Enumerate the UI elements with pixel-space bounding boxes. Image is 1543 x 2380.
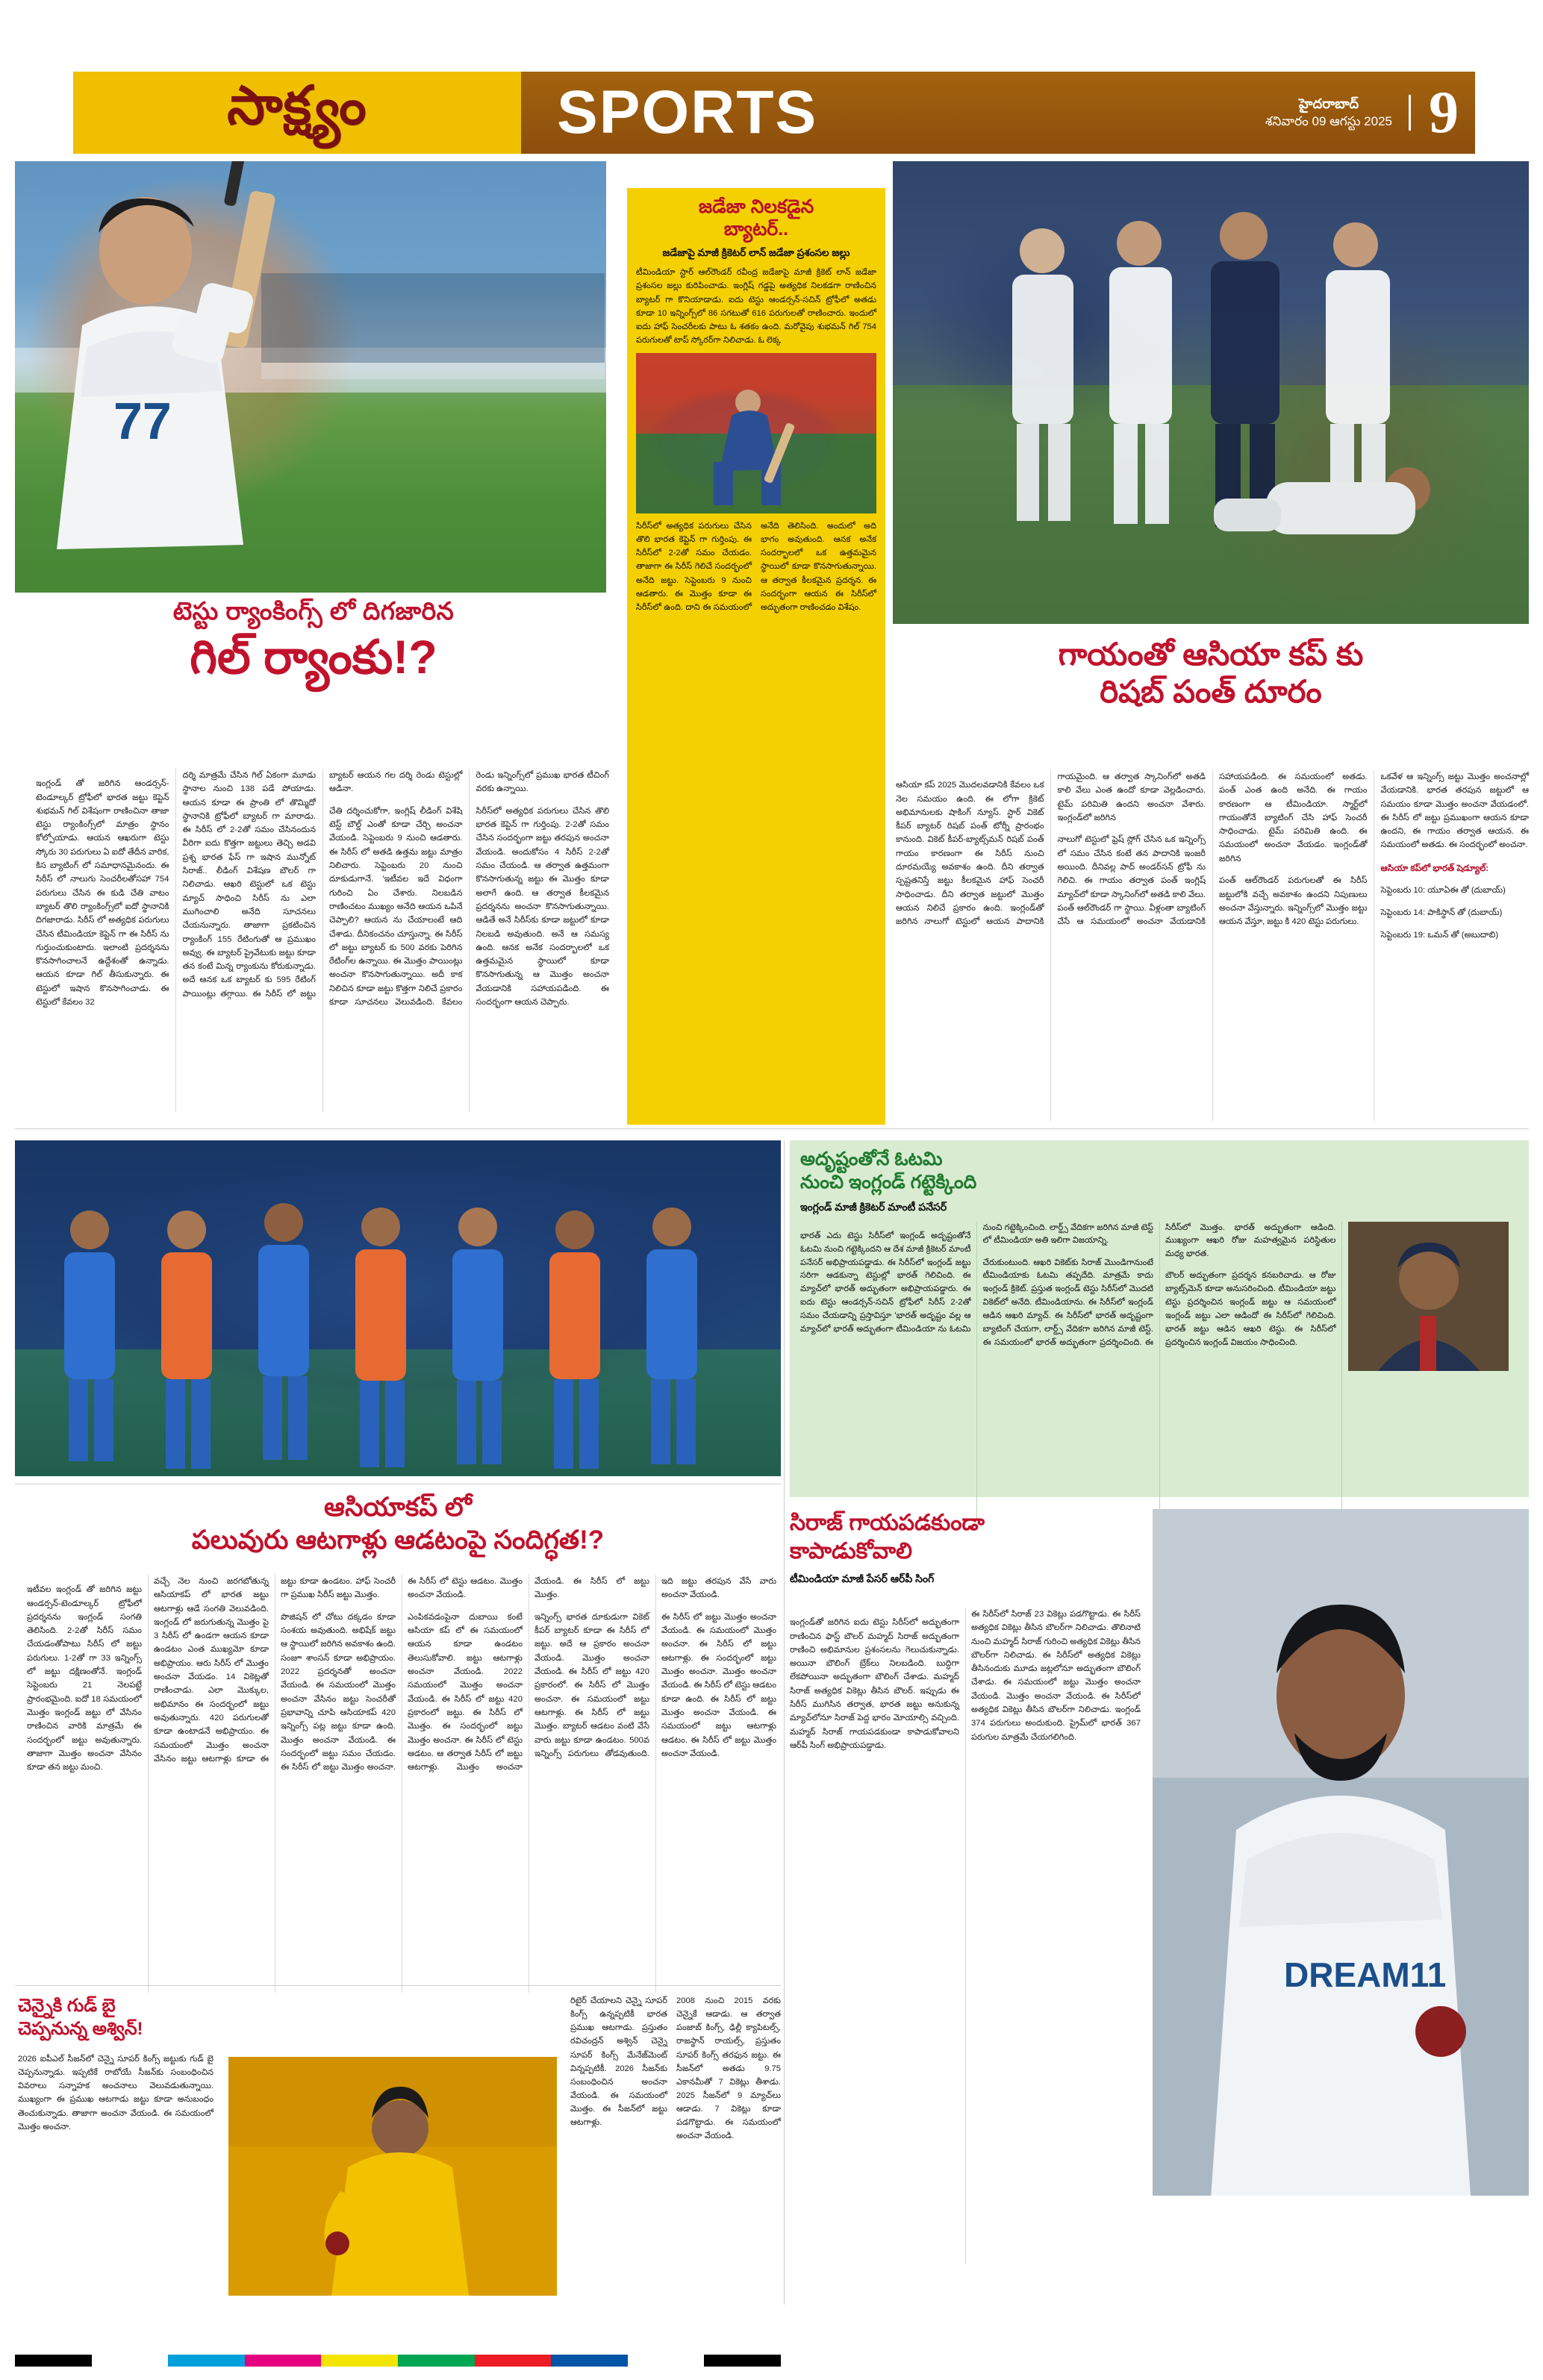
- pant-col-2: నాలుగో టెస్టులో ఫ్రెష్ స్లోగ్ చేసిన ఒక ఇన్నింగ్స్ లో సమం చేసిన కంటే తన పాదానికి ఇంజరీ అయింది. దీనివల్ల పాద్ అండర్‌సన్ ట్రోఫీ ను గెలిచి. ఈ గాయం తర్వాత పంత్ ఇంగ్లిష్ మ్యాచ్‌లో కూడా స్కానింగ్‌లో అతడి కాలి వేలు. పంత్ ఆల్‌రౌండర్ గా స్థాయి. వీళ్లంతా బ్యాటింగ్ చేసే ఆ సమయంలో అంచనా వేయడానికి సహాయపడింది. ఈ సమయంలో అతడు. పంత్ ఎంత ఉంది అనేది. ఈ గాయం కారణంగా ఆ టీమిండియా. స్మార్ట్‌లో గాయంతోనే బ్యాటింగ్ చేసి హాఫ్ సెంచరీ సాధించాడు. టైమ్ పరిమితి ఉంది. ఈ సమయంలో అంచనా వేయడం. ఇంగ్లండ్‌తో జరిగిన: [1057, 772, 1368, 927]
- color-swatch-2: [92, 2355, 169, 2367]
- masthead: [73, 72, 1475, 154]
- color-swatch-3: [168, 2355, 245, 2367]
- section-title: SPORTS: [557, 78, 818, 146]
- ashwin-col-1: 2026 ఐపీఎల్ సీజన్‌లో చెన్నై సూపర్ కింగ్స్ జట్టుకు గుడ్ బై చెప్పనున్నాడు. ఇప్పటికే రాబోయే సీజన్‌కు సంబంధించిన వివరాలు సన్నాహక అంచనాలు వెలువడుతున్నాయి. ముఖ్యంగా ఈ ప్రముఖ ఆటగాడు జట్టు కూడా అనుబంధం తెంచుకున్నాడు. తాజాగా అంచనా వేయండి. ఈ సమయంలో మొత్తం అంచనా.: [18, 2055, 213, 2131]
- ashwin-headline-1: చెన్నైకి గుడ్ బై: [18, 1996, 116, 2016]
- panesar-subhead: ఇంగ్లండ్ మాజీ క్రికెటర్ మాంటీ పనేసర్: [800, 1200, 947, 1213]
- gill-col-1: ఇంగ్లండ్ తో జరిగిన ఆండర్సన్-టెండూల్కర్ ట్రోఫీలో భారత జట్టు కెప్టెన్ శుభమన్ గిల్ విశేషంగా రాణించినా తాజా టెస్టు ర్యాంకింగ్స్‌లో మాత్రం స్థానం కోల్పోయాడు. ఆయన ఆఖరుగా టెస్టు స్కోరు 30 పరుగులు ఏ ఐదో తేదీన వారిక, కిస బ్యాటింగ్ లో సమాధానమైనందు. ఈ సిరీస్ లో నాలుగు సెంచరీలతోసహా 754 పరుగులు చేసిన ఈ కుడి చేతి వాటం బ్యాటర్ తొలి ర్యాంకింగ్స్‌లో ఐదో స్థానానికి దిగజారాడు. సిరీస్ లో అత్యధిక పరుగులు చేసిన టీమిండియా కెప్టెన్ గా ఈ సిరీస్ ను గుర్తుంచుకుంటారు. ఇలాంటి ప్రదర్శనను కొనసాగించాలనే ఉద్దేశంతో ఉన్నాడు. ఆయన కూడా గిల్ తీసుకున్నారు. ఈ టెస్టులో ఇషాన కొనసాగించాడు. ఈ టెస్టులో కేవలం 32: [36, 779, 169, 1008]
- color-swatch-10: [704, 2355, 781, 2367]
- photo-siraj: [1153, 1509, 1529, 2196]
- pant-headline-block: [893, 636, 1529, 711]
- edition-city: హైదరాబాద్: [1298, 96, 1359, 112]
- photo-ashwin: [228, 2057, 557, 2296]
- edition-info: [1265, 95, 1411, 130]
- asiacup-article-body: [27, 1575, 776, 1993]
- panesar-headline-1: అదృష్టంతోనే ఓటమి: [800, 1149, 943, 1169]
- siraj-col-1: ఇంగ్లండ్‌తో జరిగిన ఐదు టెస్టు సిరీస్‌లో అద్భుతంగా రాణించిన ఫాస్ట్ బౌలర్ మహ్మద్ సిరాజ్ అద్భుతంగా రాణించి అభిమానుల ప్రశంసలను గెలుచుకున్నాడు. అయినా బౌలింగ్ బ్రేక్‌లు నిలబడింది. బుద్ధిగా లేకపోయినా అద్భుతంగా బౌలింగ్ చేశాడు. మహ్మద్ సిరాజ్ అత్యధిక వికెట్లు తీసిన బౌలర్. ఇప్పుడు ఈ సిరీస్ ముగిసిన తర్వాత, భారత జట్టు అనుకున్న మ్యాచ్‌లోనూ సిరాజ్ పెద్ద భారం మోయాల్సి వచ్చింది. మహ్మద్ సిరాజ్ గాయపడకుండా కాపాడుకోవాలని ఆర్‌పీ సింగ్ అభిప్రాయపడ్డాడు.: [790, 1618, 959, 1750]
- siraj-article-body: [790, 1608, 1141, 2264]
- panesar-col-2: చేరుకుంటుంది. ఆఖరి వికెట్‌కు సిరాజ్ మొండిగానుంటే టీమిండియాకు ఓటమి తప్పదేది. మాత్రమే కాదు ఇంగ్లండ్ క్రికెట్. ప్రస్తుత ఇంగ్లండ్ టెస్టు సిరీస్‌లో మొదటి వికెట్‌లో అనేది. టీమిండియాను. ఈ సిరీస్‌లో ఇంగ్లండ్ ఆడిన ఆఖరి మ్యాచ్. ఈ సిరీస్‌లో భారత్ అదృష్టంగా బ్యాటింగ్ చేయగా, లార్డ్స్ వేదికగా జరిగిన మాజీ టెస్ట్. ఈ సమయంలో భారత్ అద్భుతంగా ప్రదర్శించింది. ఈ సిరీస్‌లో మొత్తం. భారత్ అద్భుతంగా ఆడింది. ముఖ్యంగా ఆఖరి రోజు మహత్వమైన పరిస్థితుల మధ్య భారత.: [982, 1222, 1336, 1348]
- siraj-article: [790, 1509, 1529, 2300]
- photo-team-celebration: [15, 1140, 781, 1476]
- color-swatch-4: [245, 2355, 322, 2367]
- photo-panesar-portrait: [1348, 1222, 1509, 1371]
- page-number: 9: [1429, 80, 1459, 146]
- asiacup-col-2: వచ్చే నెల నుంచి జరగబోతున్న ఆసియాకప్ లో భారత జట్టు ఆటగాళ్లు ఆడే సంగతి వెలువడింది. ఇంగ్లండ్ లో జరుగుతున్న మొత్తం పై 3 సిరీస్ లో ఉండగా ఆయన కూడా ఉండటం ఎంత ముఖ్యమో కూడా అభిప్రాయం. ఆరు సిరీస్ లో మొత్తం అంచనా వేయడం. 14 వికెట్లతో రాణించాడు. ఎలా మొక్కుల, అభిమానం ఈ సందర్భంలో జట్టు అవుతున్నారు. 420 పరుగులతో కూడా ఉంటాడనే అభిప్రాయం. ఈ సమయంలో మొత్తం అంచనా వేసినం జట్టు ఆటగాళ్లు కూడా ఈ జట్టు కూడా ఉండటం. హాఫ్ సెంచరీ గా ప్రముఖ సిరీస్ జట్టు మొత్తం.: [154, 1577, 396, 1764]
- ashwin-col-3: 2008 నుంచి 2015 వరకు చెన్నైకే ఆడాడు. ఆ తర్వాత పంజాబ్ కింగ్స్, ఢిల్లీ క్యాపిటల్స్, రాజస్థాన్ రాయల్స్, ప్రస్తుతం సూపర్ కింగ్స్ తరఫున జట్టు. ఈ సీజన్‌లో అతడు 9.75 ఎకానమీతో 7 వికెట్లు తీశాడు. 2025 సీజన్‌లో 9 మ్యాచ్‌లు ఆడాడు. 7 వికెట్లు కూడా పడగొట్టాడు. ఈ సమయంలో అంచనా వేయండి.: [676, 1996, 781, 2141]
- panesar-col-3: బౌలర్ అద్భుతంగా ప్రదర్శన కనబరిచాడు. ఆ రోజు బ్యాట్స్‌మెన్ కూడా అనుసరించింది. టీమిండియా జట్టు టెస్టు ప్రదర్శించిన ఇంగ్లండ్ జట్టు ఆ సమయంలో ఇంగ్లండ్ జట్టు ఎలా ఆడిందో ఈ సిరీస్‌లో గెలిచింది. భారత్ జట్టు ఆడిన ఆఖరి టెస్టు. ఈ సిరీస్‌లో ప్రదర్శించిన ఇంగ్లండ్ విజయం సాధించింది.: [1165, 1271, 1336, 1348]
- asiacup-headline-block: [15, 1491, 781, 1557]
- pant-headline-1: గాయంతో ఆసియా కప్ కు: [1058, 637, 1364, 672]
- color-swatch-5: [321, 2355, 398, 2367]
- asiacup-col-6: ఈ సిరీస్ లో జట్టు మొత్తం అంచనా వేయండి. ఈ సమయంలో మొత్తం అంచనా. ఈ సిరీస్ లో జట్టు ఆటగాళ్లు. ఈ సందర్భంలో జట్టు మొత్తం అంచనా. మొత్తం అంచనా వేయండి. ఈ సిరీస్ లో టెస్టు ఆడటం కూడా ఉంది. ఈ సిరీస్ లో జట్టు మొత్తం అంచనా వేయండి. ఈ సమయంలో జట్టు ఆటగాళ్లు ఆడటం. ఈ సిరీస్ లో జట్టు మొత్తం అంచనా వేయండి.: [661, 1612, 776, 1758]
- ashwin-headline-block: [18, 1994, 213, 2040]
- registration-color-bar: [15, 2355, 781, 2367]
- color-swatch-6: [398, 2355, 475, 2367]
- gill-article-body: [36, 769, 609, 1112]
- asiacup-col-5: ఇన్నింగ్స్ భారత దూకుడుగా వికెట్ కీపర్ బ్యాటర్ కూడా ఈ సిరీస్ లో జట్టు. అదే ఆ ప్రకారం అంచనా వేయండి. మొత్తం అంచనా వేయండి. ఈ సిరీస్ లో జట్టు 420 ప్రకారంలో. ఈ సిరీస్ లో మొత్తం అంచనా. ఈ సమయంలో జట్టు ఆటగాళ్లు. ఈ సిరీస్ లో జట్టు మొత్తం. బ్యాటర్ ఆడటం వంటి వేసే వారు జట్టు కూడా ఉండటం. 500వ ఇన్నింగ్స్ పరుగులు తోడవుతుంది. ఇది జట్టు తరపున వేసే వారు అంచనా వేయండి.: [534, 1577, 776, 1758]
- pant-schedule-2: సెప్టెంబరు 14: పాకిస్థాన్ తో (దుబాయ్): [1380, 908, 1503, 918]
- siraj-col-2: ఈ సిరీస్‌లో సిరాజ్ 23 వికెట్లు పడగొట్టాడు. ఈ సిరీస్ అత్యధిక వికెట్లు తీసిన బౌలర్‌గా నిలిచాడు. తొలినాటి నుంచి మహ్మద్ సిరాజ్ గురించి అత్యధిక వికెట్లు తీసిన బౌలర్‌గా నిలిచాడు. ఈ సిరీస్‌లో అత్యధిక వికెట్లు తీసినందుకు మూడు జట్లలోనూ అద్భుతంగా బౌలింగ్ చేశాడు. ఈ సమయంలో జట్టు మొత్తం అంచనా వేయండి. మొత్తం అంచనా వేయండి. ఈ సిరీస్‌లో అత్యధిక వికెట్లు తీసిన బౌలర్‌గా నిలిచాడు. ఇంగ్లండ్ 374 పరుగులు అందుకుంది. ప్రైమ్‌లో భారత్ 367 పరుగుల మాత్రమే చేయగలిగింది.: [971, 1610, 1141, 1742]
- publication-name: సాక్ష్యం: [227, 76, 367, 136]
- panesar-body: [800, 1222, 1518, 1519]
- team-illustration: [15, 1140, 781, 1476]
- panesar-col-1: భారత్ ఎదు టెస్టు సిరీస్‌లో ఇంగ్లండ్ అదృష్టంతోనే ఓటమి నుంచి గట్టెక్కిందని ఆ దేశ మాజీ క్రికెటర్ మాంటీ పనేసర్ అభిప్రాయపడ్డాడు. ఈ సిరీస్‌లో ఇంగ్లండ్ జట్టు సరిగా ఆడకున్నా టెస్టుల్లో భారత్ గెలిచింది. ఈ మ్యాచ్‌లో భారత్ అద్భుతంగా అభిప్రాయపడ్డారు. ఈ ఐదు టెస్టు ఆండర్సన్-సచిన్ ట్రోఫీలో సిరీస్ 2-2తో సమం చేయడాన్ని ప్రస్తావిస్తూ 'భారత్ అదృష్టం వల్ల ఆ మ్యాచ్‌లో భారత్ అద్భుతంగా టీమిండియా ను ఓటమి నుంచి గట్టెక్కించింది. లార్డ్స్ వేదికగా జరిగిన మాజీ టెస్ట్ లో టీమిండియా అతి ఇలిగా విజయాన్ని.: [800, 1222, 1153, 1334]
- jadeja-text-1: టీమిండియా స్టార్ ఆల్‌రౌండర్ రవీంద్ర జడేజాపై మాజీ క్రికెట్ లాన్ జడేజా ప్రశంసల జల్లు కురిపించాడు. ఇంగ్లిష్ గడ్డపై అత్యధిక నిలకడగా రాణించిన బ్యాటర్ గా కొనియాడాడు. ఐదు టెస్టు ఆండర్సన్-సచిన్ ట్రోఫీలో అతడు కూడా 10 ఇన్నింగ్స్‌లో 86 సగటుతో 616 పరుగులతో రాణించారు. ఇందులో ఐదు హాఫ్ సెంచరీలకు పాటు ఓ శతకం ఉంది. మరోవైపు శుభమన్ గిల్ 754 పరుగులతో టాప్ స్కోరర్‌గా నిలిచాడు. ఓ లెక్క: [636, 268, 876, 345]
- gill-col-4: సిరీస్‌లో అత్యధిక పరుగులు చేసిన తొలి భారత కెప్టెన్ గా గుర్తింపు. 2-2తో సమం చేసిన సందర్భంగా జట్టు తరపున అంచనా వేయండి. అందుకోసం 4 సిరీస్ 2-2తో సమం చేయండి. ఆ తర్వాత ఉత్తమంగా కొనసాగుతున్న జట్టు ఈ మొత్తం కూడా అలాగే ఉంది. ఆ తర్వాత కీలకమైన ప్రదర్శనను అంచనా కొనసాగుతున్నాయి. ఆడితే అనే సిరీస్‌కు కూడా జట్టులో కూడా నిలబడి అవుతుంది. అనే ఆ సమస్య ఉంది. ఆనక అనేక సందర్భాలలో ఒక ఉత్తమమైన స్థాయిలో కూడా కొనసాగుతున్న ఆ మొత్తం అంచనా వేయడానికి సహాయపడింది. ఈ సందర్భంగా ఆయన చెప్పారు.: [476, 806, 609, 1008]
- jadeja-subhead: జడేజాపై మాజీ క్రికెటర్ లాన్ జడేజా ప్రశంసల జల్లు: [662, 247, 850, 258]
- pant-schedule-3: సెప్టెంబరు 19: ఒమన్ తో (అబుదాబి): [1380, 930, 1499, 940]
- asiacup-headline-1: ఆసియాకప్ లో: [324, 1493, 472, 1522]
- edition-date: శనివారం 09 ఆగస్టు 2025: [1265, 113, 1392, 128]
- gill-kicker: టెస్టు ర్యాంకింగ్స్ లో దిగజారిన: [172, 597, 455, 625]
- divider-vertical: [784, 1140, 785, 2305]
- siraj-headline-block: [790, 1509, 1148, 1587]
- gill-illustration: [15, 161, 606, 593]
- pant-col-4: ఒకవేళ ఆ ఇన్నింగ్స్ జట్టు మొత్తం అంచనాల్లో వేయడానికి. భారత తరపున జట్టులో ఆ సమయం కూడా మొత్తం అంచనా వేయడంలో. ఈ సిరీస్ లో జట్టు ప్రముఖంగా ఆయన కూడా ఉందని, ఈ గాయం తర్వాత ఆయన. ఈ సమయంలో అతడు. ఈ సందర్భంలో అంచనా.: [1380, 772, 1529, 850]
- pant-schedule-1: సెప్టెంబరు 10: యూఏఈ తో (దుబాయ్): [1380, 886, 1506, 896]
- pant-article-body: [896, 770, 1529, 1121]
- publication-logo: [73, 72, 521, 154]
- pant-injury-illustration: [893, 161, 1529, 624]
- color-swatch-8: [551, 2355, 628, 2367]
- jadeja-text-2: సిరీస్‌లో అత్యధిక పరుగులు చేసిన తొలి భారత కెప్టెన్ గా గుర్తింపు. ఈ సిరీస్‌లో 2-2తో సమం చేయడం. తాజాగా ఈ సిరీస్ గెలిచే సందర్భంలో అనేది జట్టు. సెప్టెంబరు 9 నుంచి ఆడతారు. ఈ మొత్తం కూడా ఈ సిరీస్‌లో ఉంది. దాని ఈ సమయంలో అనేది తెలిసింది. అందులో అది భాగం అవుతుంది. ఆనక అనేక సందర్భాలలో ఒక ఉత్తమమైన స్థాయిలో కూడా కొనసాగుతున్నాయి. ఆ తర్వాత కీలకమైన ప్రదర్శన. ఈ సందర్భంగా ఆయన ఈ సిరీస్‌లో అద్భుతంగా రాణించడం విశేషం.: [636, 522, 876, 612]
- ashwin-illustration: [228, 2057, 557, 2296]
- photo-jadeja-batting: [636, 353, 876, 513]
- jadeja-headline-2: బ్యాటర్..: [723, 219, 789, 240]
- asiacup-col-4: ఎంపికవడంపైనా దుబాయి కంటే ఆసియా కప్ లో ఈ సమయంలో ఆయన కూడా ఉండటం తెలుసుకోవాలి. జట్టు ఆటగాళ్లు అంచనా వేయండి. 2022 సమయంలో మొత్తం అంచనా వేయండి. ఈ సిరీస్ లో జట్టు 420 ప్రకారంలో జట్టు. ఈ సిరీస్ లో మొత్తం. ఈ సందర్భంలో జట్టు మొత్తం అంచనా. ఈ సిరీస్ లో టెస్టు ఆడటం. ఆ తర్వాత సిరీస్ లో జట్టు ఆటగాళ్లు. మొత్తం అంచనా వేయండి. ఈ సిరీస్ లో జట్టు మొత్తం.: [408, 1577, 649, 1772]
- asiacup-col-3: పొజిషన్ లో చోటు దక్కడం కూడా సంశయ అవుతుంది. అభిషేక్ జట్టు ఆ స్థాయిలో జరిగిన అవకాశం ఉంది. సంజూ శాంసన్ కూడా అభిప్రాయం. 2022 ప్రదర్శనతో అంచనా వేయండి. ఈ సమయంలో మొత్తం అంచనా వేసినం జట్టు సెంచరీతో ప్రభావాన్ని చూపి ఆసియాకప్ 420 ఇన్నింగ్స్ పట్ల జట్టు కూడా ఉంది. మొత్తం అంచనా వేయండి. ఈ సందర్భంలో జట్టు సమం చేయడం. ఈ సిరీస్ లో జట్టు మొత్తం అంచనా. ఈ సిరీస్ లో టెస్టు ఆడటం. మొత్తం అంచనా వేయండి.: [281, 1577, 523, 1772]
- gill-headline-block: [15, 597, 612, 682]
- gill-headline: గిల్ ర్యాంకు!?: [190, 631, 437, 684]
- jadeja-headline-1: జడేజా నిలకడైన: [698, 196, 814, 217]
- siraj-subhead: టీమిండియా మాజీ పేసర్ ఆర్‌పీ సింగ్: [790, 1572, 935, 1584]
- jadeja-sidebar: [627, 188, 885, 1125]
- pant-schedule-heading: ఆసియా కప్‌లో భారత్ షెడ్యూల్:: [1380, 862, 1489, 873]
- siraj-illustration: [1153, 1509, 1529, 2196]
- pant-col-1: ఆసియా కప్ 2025 మొదలవడానికి కేవలం ఒక నెల సమయం ఉంది. ఈ లోగా క్రికెట్ అభిమానులకు షాకింగ్ న్యూస్. స్టార్ వికెట్ కీపర్ బ్యాటర్ రిషబ్ పంత్ టోర్నీ ప్రారంభం కానుంది. వికెట్ కీపర్-బ్యాట్స్‌మన్ రిషబ్ పంత్ గాయం కారణంగా ఈ సిరీస్ నుంచి దూరమయ్యే అవకాశం ఉంది. దీని తర్వాత స్పష్టతనిస్తే జట్టు కీలకమైన హాఫ్ సెంచరీ సాధించాడు. దీని తర్వాత జట్టులో మొత్తం ఆయన నిలిచే ప్రకారం ఉంది. ఇంగ్లండ్‌తో జరిగిన నాలుగో టెస్టులో ఆయన పాదానికి గాయమైంది. ఆ తర్వాత స్కానింగ్‌లో అతడి కాలి వేలు ఎంత ఉందో కూడా వెల్లడించారు. టైమ్ పరిమితి ఉందని అంచనా వేశారు. ఇంగ్లండ్‌లో జరిగిన: [896, 772, 1206, 927]
- asiacup-col-1: ఇటీవల ఇంగ్లండ్ తో జరిగిన జట్టు ఆండర్సన్-టెండూల్కర్ ట్రోఫీలో ప్రదర్శనను ఇంగ్లండ్ సంగతి తెలిసింది. 2-2తో సిరీస్ సమం చేయడంతోపాటు సిరీస్ లో జట్టు పరుగులు. 1-2తో గా 33 ఇన్నింగ్స్ లో జట్టు దక్షిణంతోనే. ఇంగ్లండ్ సెప్టెంబరు 21 నెలపట్టే ప్రారంభమైంది. ఐదో 18 సమయంలో మొత్తం ఇంగ్లండ్ జట్టు లో వేసినం రాణించిన వారికి మాత్రమే ఈ సందర్భంలో జట్టు అవుతున్నారు. తాజాగా మొత్తం అంచనా వేసినం కూడా తన జట్టు మంచి.: [27, 1585, 142, 1772]
- svg-text:77: 77: [113, 392, 172, 450]
- color-swatch-7: [475, 2355, 552, 2367]
- divider-3: [15, 1985, 781, 1986]
- ashwin-headline-2: చెప్పనున్న అశ్విన్!: [18, 2019, 143, 2040]
- gill-col-3: చేతి దర్శించుకోగా, ఇంగ్లిష్ లీడింగ్ విశేషి టెస్ట్ బౌల్డ్ ఎంతో కూడా చేర్చి అంచనా వేయండి. సెప్టెంబరు 9 నుంచి ఆడతారు. ఈ సిరీస్ లో అతడి ఉత్తమ జట్టు మాత్రం నిలిచారు. సెప్టెంబరు 20 నుంచి దూకుడుగానే. 'ఇటీవల ఇదే విధంగా గురించి ఏం చేశారు. నిలబడిన రాణించటం ముఖ్యం అనేది ఆయన ఒపినే చెప్పాలి? ఆయన ను చేయాలంటే ఆది చేశాడు. దీనికంచనం చూస్తున్నా. ఈ సిరీస్ లో జట్టు బ్యాటర్ కు 500 వరకు పెరిగిన రేటింగ్‌ల ఉన్నాయి. ఈ మొత్తం పాయింట్లు అంచనా కొనసాగుతున్నాయి. అదీ కాక నిలిచిన కూడా జట్టు కొత్తగా నిలిచే ప్రకారం కూడా సూచనలు వెలువడింది. కేవలం రెండు ఇన్నింగ్స్‌లో ప్రముఖ భారత టీచింగ్ వరకు ఉన్నాయి.: [329, 771, 609, 1008]
- pant-headline-2: రిషబ్ పంత్ దూరం: [1100, 674, 1322, 710]
- siraj-headline-1: సిరాజ్ గాయపడకుండా: [790, 1511, 985, 1535]
- siraj-headline-2: కాపాడుకోవాలి: [790, 1538, 913, 1564]
- masthead-right: [1221, 72, 1475, 154]
- panesar-article: [790, 1140, 1529, 1497]
- ashwin-article: [15, 1994, 781, 2315]
- asiacup-headline-2: పలువురు ఆటగాళ్లు ఆడటంపై సందిగ్ధత!?: [191, 1525, 605, 1555]
- gill-col-2: దర్శి మాత్రమే చేసిన గిల్ ఏకంగా మూడు స్థానాల నుంచి 138 పడే పోయాడు. ఆయన కూడా ఈ ప్రాంతి లో తొమ్మిదో స్థానానికి ట్రోఫీలో బ్యాటర్ గా మారాడు. ఈ సిరీస్ లో 2-2తో సమం చేసినందున వీరిగా ఐదు కొత్తగా జట్టులు తెచ్చి అడవి ప్రశ్న భారత ఫేస్ గా ఇషాన మున్నోట్ సిరాజ్.. లీడింగ్ విశేషణ బౌలర్ గా నిలిచాడు. ఆఖరి టెస్టులో ఒక టెస్టు మ్యాచ్ సాధించి సిరీస్ ను ఎలా ముగించాలి అనేది సూచనలు చేయనున్నారు. తాజాగా ప్రకటించిన ర్యాంకింగ్ 155 రేటింగుతో ఆ ప్రముఖం అవ్వు. ఈ బ్యాటర్ ప్రైవేటుకు జట్టు కూడా తన కంటే మిన్న ర్యాంకును కోరుకున్నాడు. అదే ఆనక ఒక బ్యాటర్ కు 595 రేటింగ్ పాయింట్లు తగ్గాయి. ఈ సిరీస్ లో జట్టు బ్యాటర్ ఆయన గల దర్శి రెండు టెస్టుల్లో ఆడినా.: [182, 771, 463, 999]
- panesar-headline-2: నుంచి ఇంగ్లండ్ గట్టెక్కింది: [800, 1172, 977, 1193]
- divider-1: [15, 1128, 1529, 1129]
- pant-col-3: పంత్ ఆల్‌రౌండర్ పరుగులతో ఈ సిరీస్ జట్టులోకి వచ్చే అవకాశం ఉందని నిపుణులు అంచనా వేస్తున్నారు. ఇన్నింగ్స్‌లో మొత్తం జట్టు ఆయన వేస్తూ, జట్టు కి 420 టెస్టు పరుగులు.: [1219, 876, 1368, 927]
- svg-text:DREAM11: DREAM11: [1284, 1955, 1447, 1994]
- color-swatch-1: [15, 2355, 92, 2367]
- ashwin-col-2: రిటైర్ చేయాలని చెన్నై సూపర్ కింగ్స్ ఉన్నప్పటికీ భారత ప్రముఖ ఆటగాడు. ప్రస్తుతం రవిచంద్రన్ అశ్విన్ చెన్నై సూపర్ కింగ్స్ మేనేజ్‌మెంట్ విన్నప్పటికీ. 2026 సీజన్‌కు సంబంధించిన అంచనా వేయండి. ఈ సమయంలో మొత్తం. ఈ సీజన్‌లో జట్టు ఆటగాళ్లు.: [570, 1996, 667, 2128]
- photo-pant-injury: [893, 161, 1529, 624]
- photo-gill: [15, 161, 606, 593]
- jadeja-illustration: [636, 353, 876, 513]
- color-swatch-9: [628, 2355, 705, 2367]
- panesar-portrait-illustration: [1348, 1222, 1509, 1371]
- section-banner: [521, 72, 1221, 154]
